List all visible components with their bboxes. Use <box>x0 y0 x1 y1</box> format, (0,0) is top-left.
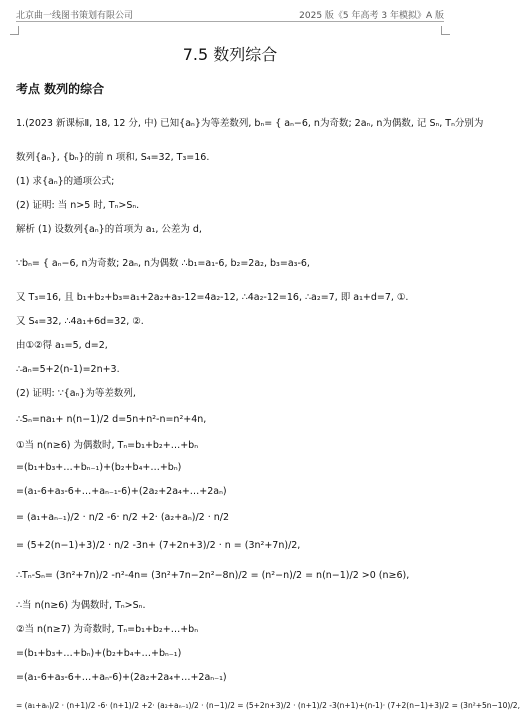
text-line: = (a₁+aₙ₋₁)/2 · n/2 -6· n/2 +2· (a₂+aₙ)/2 · n/2 <box>16 512 230 523</box>
text-line: ②当 n(n≥7) 为奇数时, Tₙ=b₁+b₂+…+bₙ <box>16 624 198 635</box>
text-line: =(a₁-6+a₃-6+…+aₙ₋₁-6)+(2a₂+2a₄+…+2aₙ) <box>16 486 227 497</box>
text-line: ∴Sₙ=na₁+ n(n−1)/2 d=5n+n²-n=n²+4n, <box>16 414 207 425</box>
text-line: ∴当 n(n≥6) 为偶数时, Tₙ>Sₙ. <box>16 600 146 611</box>
margin-corner-mark <box>441 26 450 35</box>
header-publisher: 北京曲一线图书策划有限公司 <box>16 11 134 21</box>
text-line: ∴Tₙ-Sₙ= (3n²+7n)/2 -n²-4n= (3n²+7n−2n²−8n)/2 = (n²−n)/2 = n(n−1)/2 >0 (n≥6), <box>16 570 410 581</box>
margin-corner-mark <box>10 26 19 35</box>
text-line: =(b₁+b₃+…+bₙ₋₁)+(b₂+b₄+…+bₙ) <box>16 462 182 473</box>
page-header <box>16 6 444 20</box>
section-heading: 考点 数列的综合 <box>16 82 105 96</box>
text-line: 1.(2023 新课标Ⅱ, 18, 12 分, 中) 已知{aₙ}为等差数列, bₙ= { aₙ−6, n为奇数; 2aₙ, n为偶数, 记 Sₙ, Tₙ分别为 <box>16 118 484 129</box>
text-line: (2) 证明: 当 n>5 时, Tₙ>Sₙ. <box>16 200 140 211</box>
text-line: = (5+2(n−1)+3)/2 · n/2 -3n+ (7+2n+3)/2 · n = (3n²+7n)/2, <box>16 540 301 551</box>
text-line: ∵bₙ= { aₙ−6, n为奇数; 2aₙ, n为偶数 ∴b₁=a₁-6, b₂=2a₂, b₃=a₃-6, <box>16 258 310 269</box>
text-line: ①当 n(n≥6) 为偶数时, Tₙ=b₁+b₂+…+bₙ <box>16 440 198 451</box>
text-line: =(b₁+b₃+…+bₙ)+(b₂+b₄+…+bₙ₋₁) <box>16 648 182 659</box>
text-line: ∴aₙ=5+2(n-1)=2n+3. <box>16 364 120 375</box>
text-line: =(a₁-6+a₃-6+…+aₙ-6)+(2a₂+2a₄+…+2aₙ₋₁) <box>16 672 227 683</box>
text-line: (2) 证明: ∵{aₙ}为等差数列, <box>16 388 136 399</box>
text-line: = (a₁+aₙ)/2 · (n+1)/2 -6· (n+1)/2 +2· (a₂+aₙ₋₁)/2 · (n−1)/2 = (5+2n+3)/2 · (n+1)/2 -3(n+1)+(n-1)· (7+2(n−1)+3)/2 = (3n²+5n−10)/2, <box>16 701 520 710</box>
text-line: 又 S₄=32, ∴4a₁+6d=32, ②. <box>16 316 144 327</box>
header-edition: 2025 版《5 年高考 3 年模拟》A 版 <box>299 11 444 21</box>
text-line: 解析 (1) 设数列{aₙ}的首项为 a₁, 公差为 d, <box>16 224 202 235</box>
text-line: 数列{aₙ}, {bₙ}的前 n 项和, S₄=32, T₃=16. <box>16 152 210 163</box>
text-line: 又 T₃=16, 且 b₁+b₂+b₃=a₁+2a₂+a₃-12=4a₂-12, ∴4a₂-12=16, ∴a₂=7, 即 a₁+d=7, ①. <box>16 292 409 303</box>
header-rule <box>16 21 444 22</box>
text-line: (1) 求{aₙ}的通项公式; <box>16 176 115 187</box>
text-line: 由①②得 a₁=5, d=2, <box>16 340 108 351</box>
page-title: 7.5 数列综合 <box>182 45 278 64</box>
